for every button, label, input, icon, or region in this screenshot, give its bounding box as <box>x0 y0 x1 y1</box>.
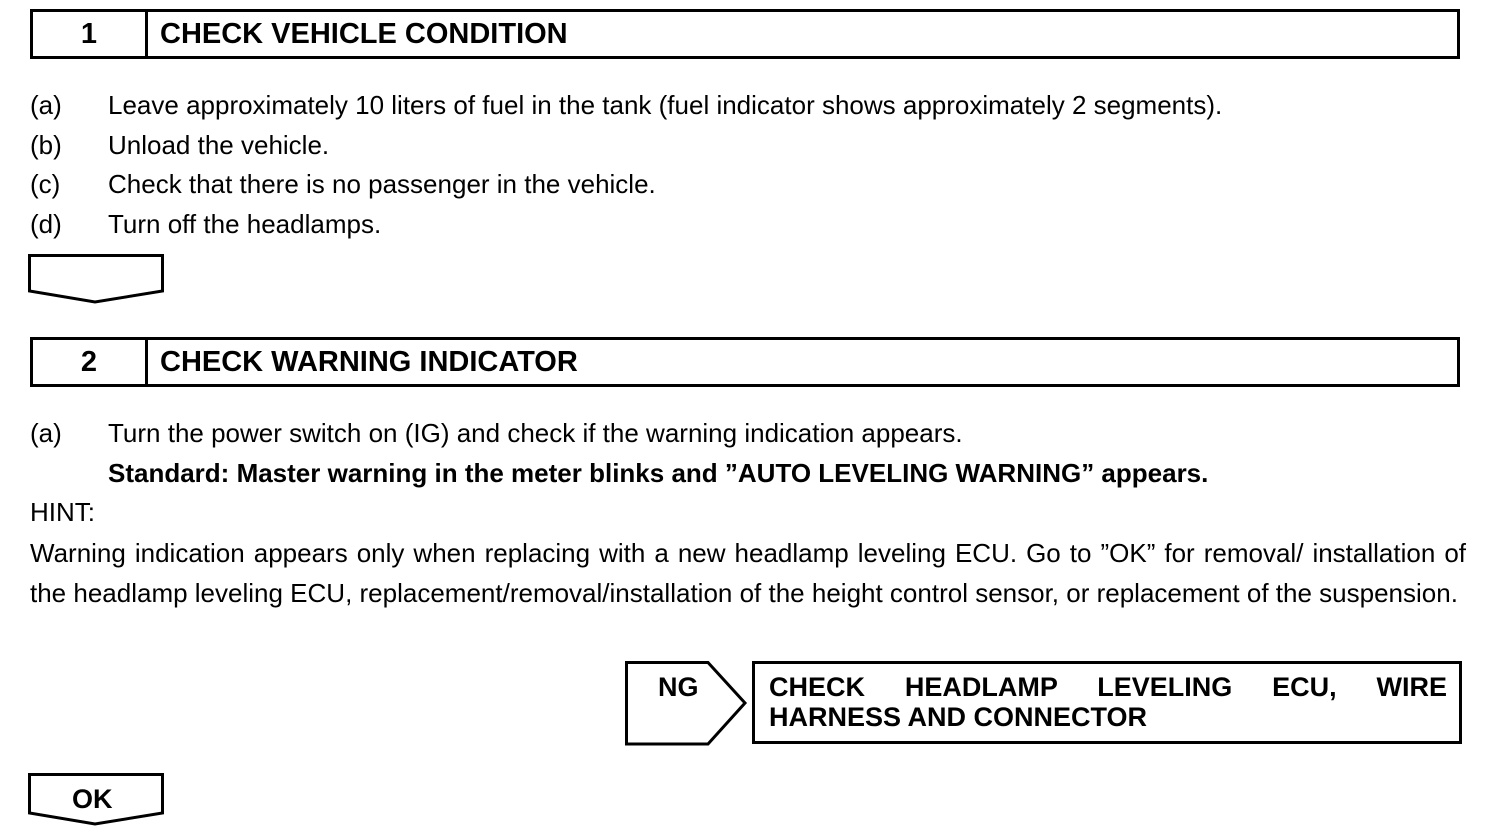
hint-text: Warning indication appears only when replacing with a new headlamp leveling ECU. Go to ”OK” for removal/ installation of the headlamp leveling ECU, replacement/removal/installation of the height control sensor, or replacement of the suspension. <box>30 538 1466 608</box>
step-1-number: 1 <box>33 12 148 56</box>
step-1-title: CHECK VEHICLE CONDITION <box>160 17 568 50</box>
flow-arrow-down <box>27 253 167 305</box>
item-label: (a) <box>30 418 62 448</box>
ok-label: OK <box>72 784 113 814</box>
hint-label: HINT: <box>30 497 95 527</box>
item-label: (b) <box>30 130 62 160</box>
ng-action-box: CHECK HEADLAMP LEVELING ECU, WIRE HARNESS AND CONNECTOR <box>752 661 1462 744</box>
item-text: Unload the vehicle. <box>108 130 330 160</box>
item-label: (c) <box>30 169 61 199</box>
step-1-header <box>30 9 1460 59</box>
item-label: (d) <box>30 209 62 239</box>
step-2-header <box>30 337 1460 387</box>
step-1-item-b <box>30 126 329 165</box>
item-text: Turn off the headlamps. <box>108 209 382 239</box>
step-2-item-a <box>30 414 963 453</box>
item-text: Check that there is no passenger in the vehicle. <box>108 169 656 199</box>
step-1-item-d <box>30 205 381 244</box>
standard-text: Standard: Master warning in the meter blinks and ”AUTO LEVELING WARNING” appears. <box>108 458 1209 488</box>
item-text: Turn the power switch on (IG) and check if the warning indication appears. <box>108 418 963 448</box>
item-label: (a) <box>30 90 62 120</box>
step-1-item-a <box>30 86 1222 125</box>
step-2-number: 2 <box>33 340 148 384</box>
item-text: Leave approximately 10 liters of fuel in the tank (fuel indicator shows approximately 2 segments). <box>108 90 1223 120</box>
ng-label: NG <box>658 672 699 702</box>
step-1-item-c <box>30 165 656 204</box>
step-2-title: CHECK WARNING INDICATOR <box>160 345 578 378</box>
